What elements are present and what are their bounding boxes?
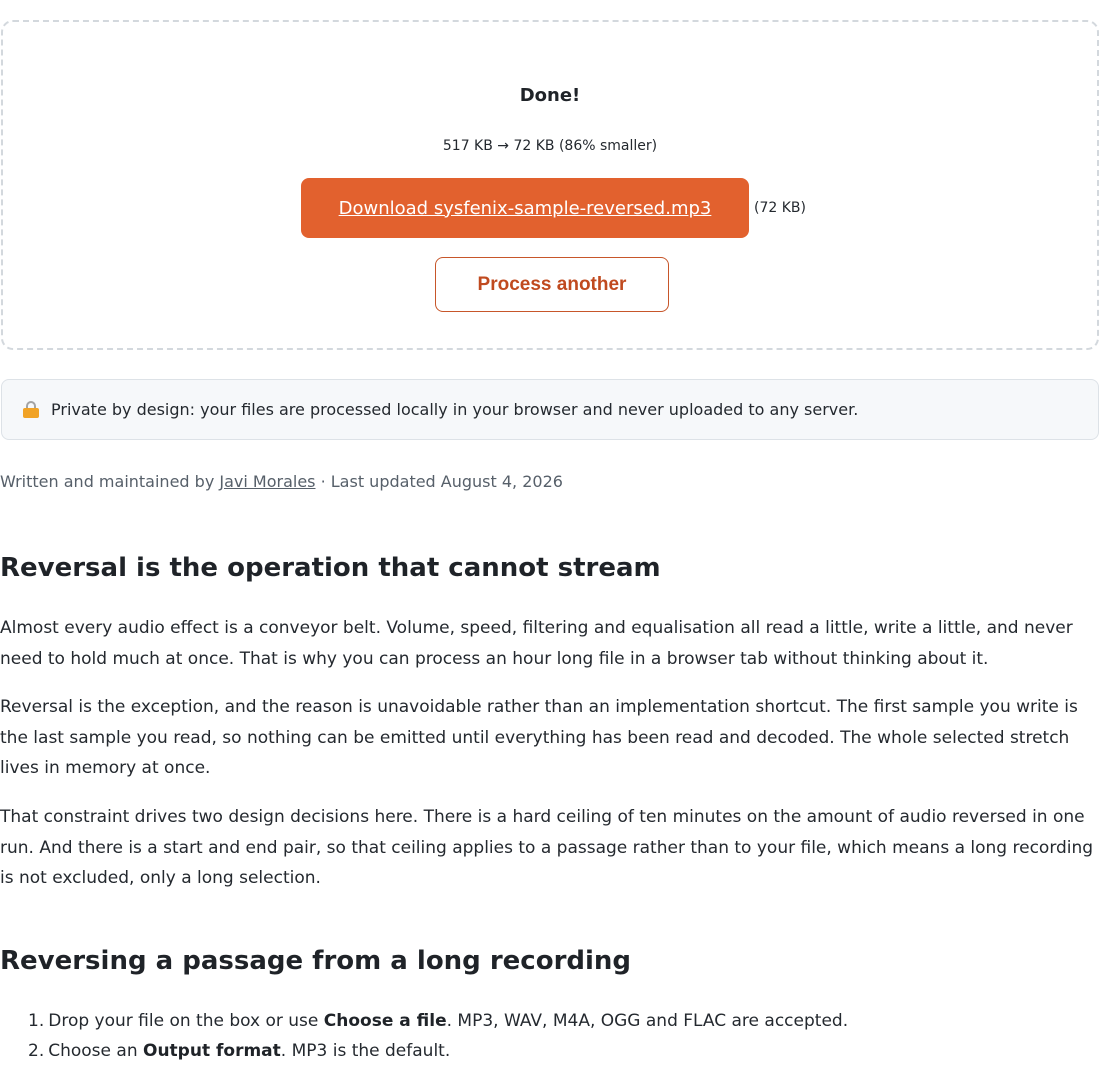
section-heading-passage: Reversing a passage from a long recording [0,946,632,976]
privacy-note [1,379,1099,440]
paragraph: Reversal is the exception, and the reason is unavoidable rather than an implementation shortcut. The first sample you write is the last sample you read, so nothing can be emitted until everything has been read and decoded. The whole selected stretch lives in memory at once. [0,697,1078,778]
list-item: 1. Drop your file on the box or use Choose a file. MP3, WAV, M4A, OGG and FLAC are accepted. [28,1011,849,1031]
privacy-text: Private by design: your files are processed locally in your browser and never uploaded to any server. [51,400,859,419]
byline-separator: · [315,472,331,491]
result-card [1,20,1099,350]
byline [0,472,563,491]
choose-file-label: Choose a file [323,1011,447,1031]
section-heading-reversal: Reversal is the operation that cannot stream [0,553,661,583]
download-row [301,178,806,238]
lock-icon [23,401,39,418]
size-summary: 517 KB → 72 KB (86% smaller) [442,138,658,154]
done-title: Done! [519,85,581,106]
download-button[interactable]: Download sysfenix-sample-reversed.mp3 [301,178,749,238]
author-link[interactable]: Javi Morales [219,472,316,491]
byline-prefix: Written and maintained by [0,472,220,491]
paragraph: That constraint drives two design decisions here. There is a hard ceiling of ten minutes on the amount of audio reversed in one run. And there is a start and end pair, so that ceiling applies to a passage rather than to your file, which means a long recording is not excluded, only a long selection. [0,807,1094,888]
list-item: 2. Choose an Output format. MP3 is the default. [28,1041,451,1061]
paragraph: Almost every audio effect is a conveyor belt. Volume, speed, filtering and equalisation all read a little, write a little, and never need to hold much at once. That is why you can process an hour long file in a browser tab without thinking about it. [0,618,1073,669]
steps-list [28,1006,848,1066]
output-format-label: Output format [143,1041,281,1061]
last-updated: Last updated August 4, 2026 [330,472,563,491]
download-size: (72 KB) [754,200,806,216]
process-another-button[interactable]: Process another [435,257,669,312]
